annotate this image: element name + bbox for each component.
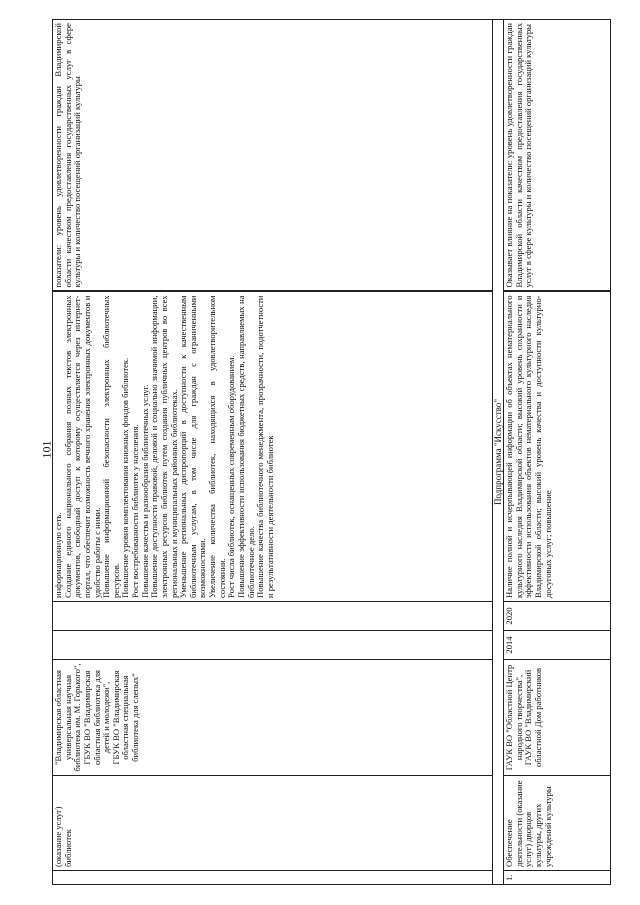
result-paragraph: Повышение информационной безопасности электронных библиотечных ресурсов. — [101, 295, 121, 598]
result-paragraph: Повышение доступности правовой, деловой и социально значимой информации, электронных ресурсов библиотек путем создания публичных центров во всех региональных и муниципальных районных библиотеках. — [149, 295, 179, 598]
subprogram-title: Подпрограмма "Искусство" — [493, 20, 504, 885]
result-paragraph: Создание единого национального собрания полных текстов электронных документов, свободный доступ к которому осуществляется через интернет-портал, что обеспечит возможность вечного хранения электронных документов и удобство работы с ними. — [62, 295, 102, 598]
row-number-cell — [53, 871, 493, 885]
indicators-cell: показатели: уровень удовлетворенности граждан Владимирской области качеством предоставления государственных услуг в сфере культуры и количество посещений организаций культуры — [53, 20, 493, 292]
result-paragraph: Повышение качества и разнообразия библиотечных услуг. — [139, 384, 150, 598]
executor-line: ГБУК ВО "Владимирская областная специальная библиотека для слепых" — [110, 670, 140, 765]
rotated-table-container — [52, 20, 617, 885]
subprogram-header-row — [493, 20, 504, 885]
activity-name-cell: (оказание услуг) библиотек — [53, 776, 493, 871]
executor-cell — [53, 660, 493, 776]
executor-cell — [504, 660, 611, 776]
result-paragraph: Повышение эффективности использования бюджетных средств, направляемых на библиотечное дело. — [235, 295, 256, 598]
result-paragraph: информационную сеть. — [53, 512, 63, 598]
program-table — [52, 19, 611, 885]
start-year-cell: 2014 — [504, 631, 611, 660]
result-paragraph: Рост востребованности библиотек у населения. — [130, 424, 140, 598]
result-paragraph: Уменьшение региональных диспропорций в доступности к качественным библиотечным услугам, в том числе для граждан с ограниченными возможностями. — [178, 295, 208, 598]
table-row — [53, 20, 493, 885]
result-paragraph: Увеличение количества библиотек, находящихся в удовлетворительном состоянии. — [207, 295, 227, 598]
expected-results-cell: Наличие полной и исчерпывающей информации об объектах нематериального культурного наследия Владимирской области; высокий уровень сохранности и эффективности использования объектов нематериального культурного наследия Владимирской области; высокий уровень качества и доступности культурно-досуговых услуг; повышение — [504, 292, 611, 602]
executor-line: ГАУК ВО "Владимирский областной Дом работников — [523, 667, 543, 768]
table-row — [504, 20, 611, 885]
executor-line: ГБУК ВО "Владимирская областная библиотека для детей и молодежи", — [81, 669, 112, 766]
executor-line: "Владимирская областная универсальная научная библиотека им. М. Горького", — [53, 663, 83, 772]
expected-results-cell — [53, 292, 493, 602]
result-paragraph: Рост числа библиотек, оснащенных современным оборудованием. — [226, 355, 237, 598]
row-number-cell: 1. — [504, 871, 611, 885]
executor-line: ГАУК ВО "Областной Центр народного творчества", — [504, 664, 524, 771]
end-year-cell — [53, 602, 493, 631]
start-year-cell — [53, 631, 493, 660]
activity-name-cell: Обеспечение деятельности (оказание услуг) дворцов культуры, других учреждений культуры — [504, 776, 611, 871]
result-paragraph: Повышение уровня комплектования книжных фондов библиотек. — [120, 357, 131, 598]
page-number: 101 — [39, 440, 54, 459]
result-paragraph: Повышение качества библиотечного менеджмента, прозрачности, подотчетности и результативности деятельности библиотек — [255, 295, 275, 598]
end-year-cell: 2020 — [504, 602, 611, 631]
indicators-cell: Оказывает влияние на показатели: уровень удовлетворенности граждан Владимирской области качеством предоставления государственных услуг в сфере культуры и количество посещений организаций культуры — [504, 20, 611, 292]
